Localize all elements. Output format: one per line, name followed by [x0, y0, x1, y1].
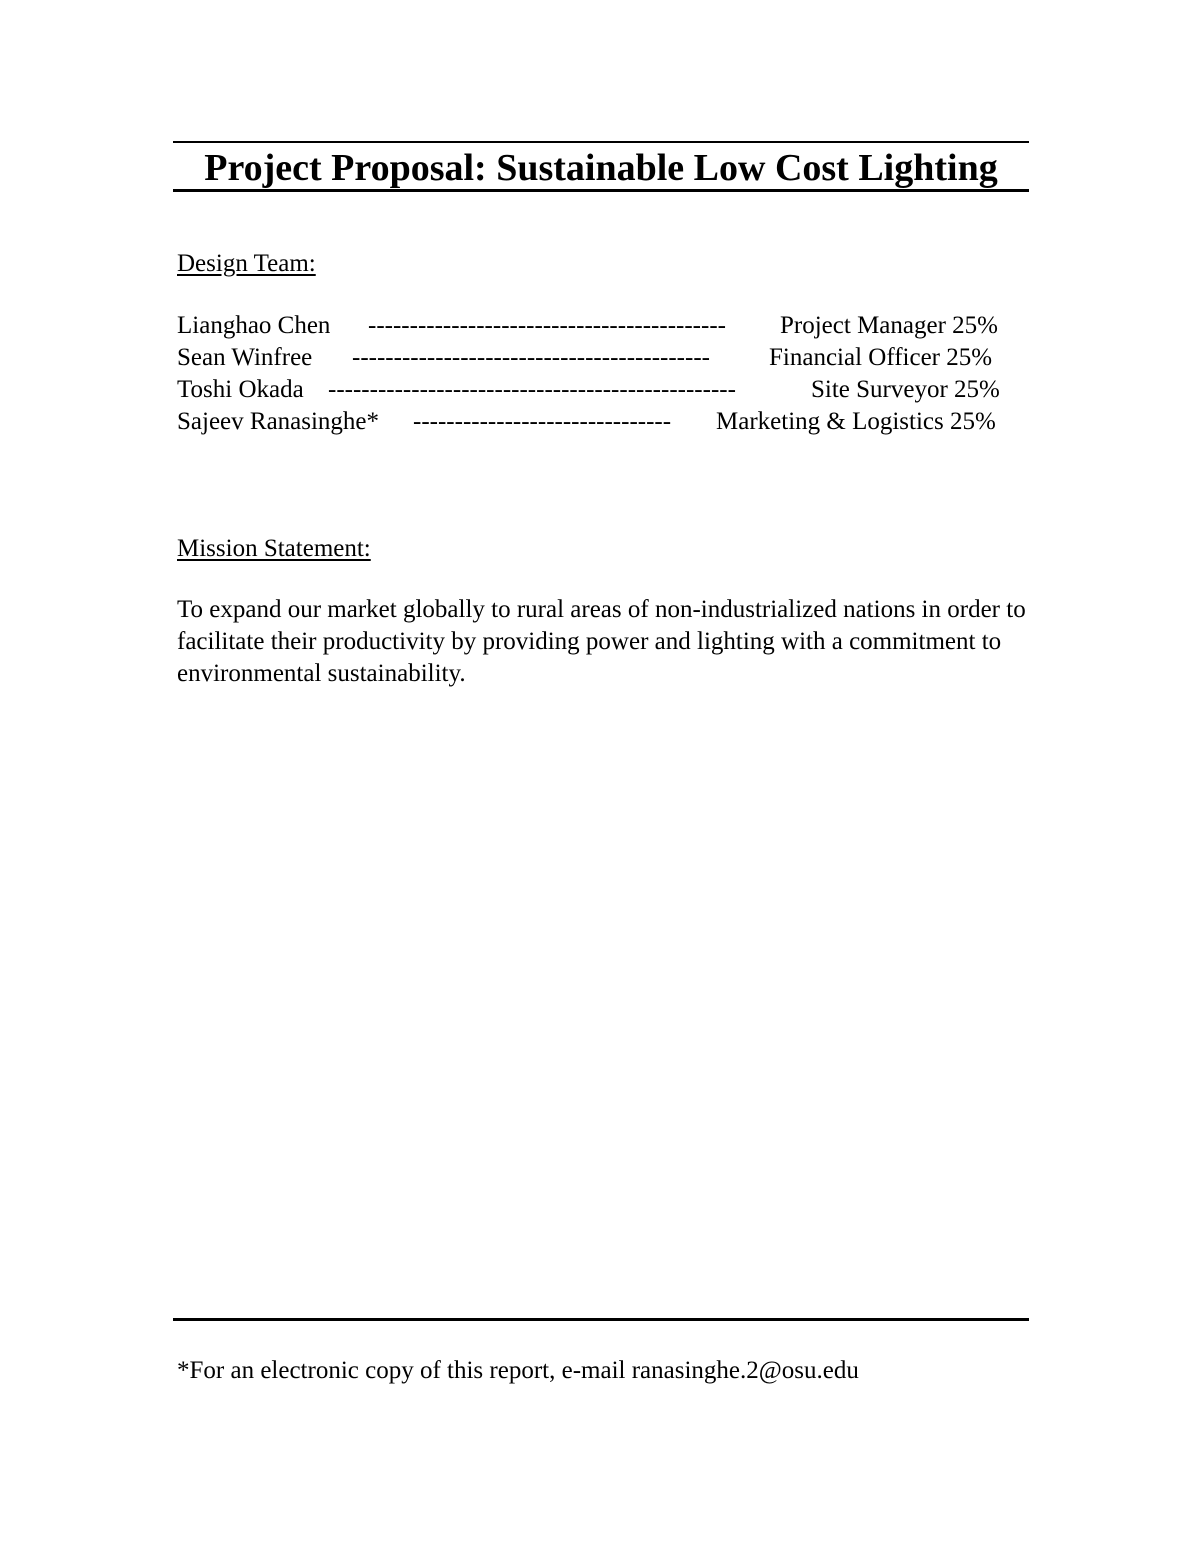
member-name: Sajeev Ranasinghe*	[177, 408, 380, 435]
member-name: Toshi Okada	[177, 376, 304, 403]
team-member-row	[177, 310, 1029, 342]
member-name: Sean Winfree	[177, 344, 313, 371]
footnote-rule	[173, 1318, 1029, 1321]
member-name: Lianghao Chen	[177, 312, 331, 339]
design-team-heading: Design Team:	[177, 250, 316, 277]
title-bottom-rule	[173, 189, 1029, 192]
dash-leader: -------------------------------------------------	[328, 376, 736, 403]
mission-statement-text: To expand our market globally to rural areas of non-industrialized nations in order to facilitate their productivity by providing power and lighting with a commitment to environmental sustainability.	[177, 596, 1026, 687]
team-member-row	[177, 406, 1029, 438]
member-role: Site Surveyor 25%	[811, 376, 1000, 403]
footnote: *For an electronic copy of this report, e-mail ranasinghe.2@osu.edu	[177, 1357, 859, 1384]
member-role: Project Manager 25%	[780, 312, 998, 339]
dash-leader: -------------------------------	[413, 408, 672, 435]
team-member-row	[177, 342, 1029, 374]
dash-leader: -------------------------------------------	[352, 344, 710, 371]
dash-leader: -------------------------------------------	[368, 312, 726, 339]
team-member-row	[177, 374, 1029, 406]
page-title: Project Proposal: Sustainable Low Cost Lighting	[204, 147, 998, 189]
mission-statement-heading: Mission Statement:	[177, 535, 371, 562]
member-role: Marketing & Logistics 25%	[716, 408, 996, 435]
member-role: Financial Officer 25%	[769, 344, 993, 371]
